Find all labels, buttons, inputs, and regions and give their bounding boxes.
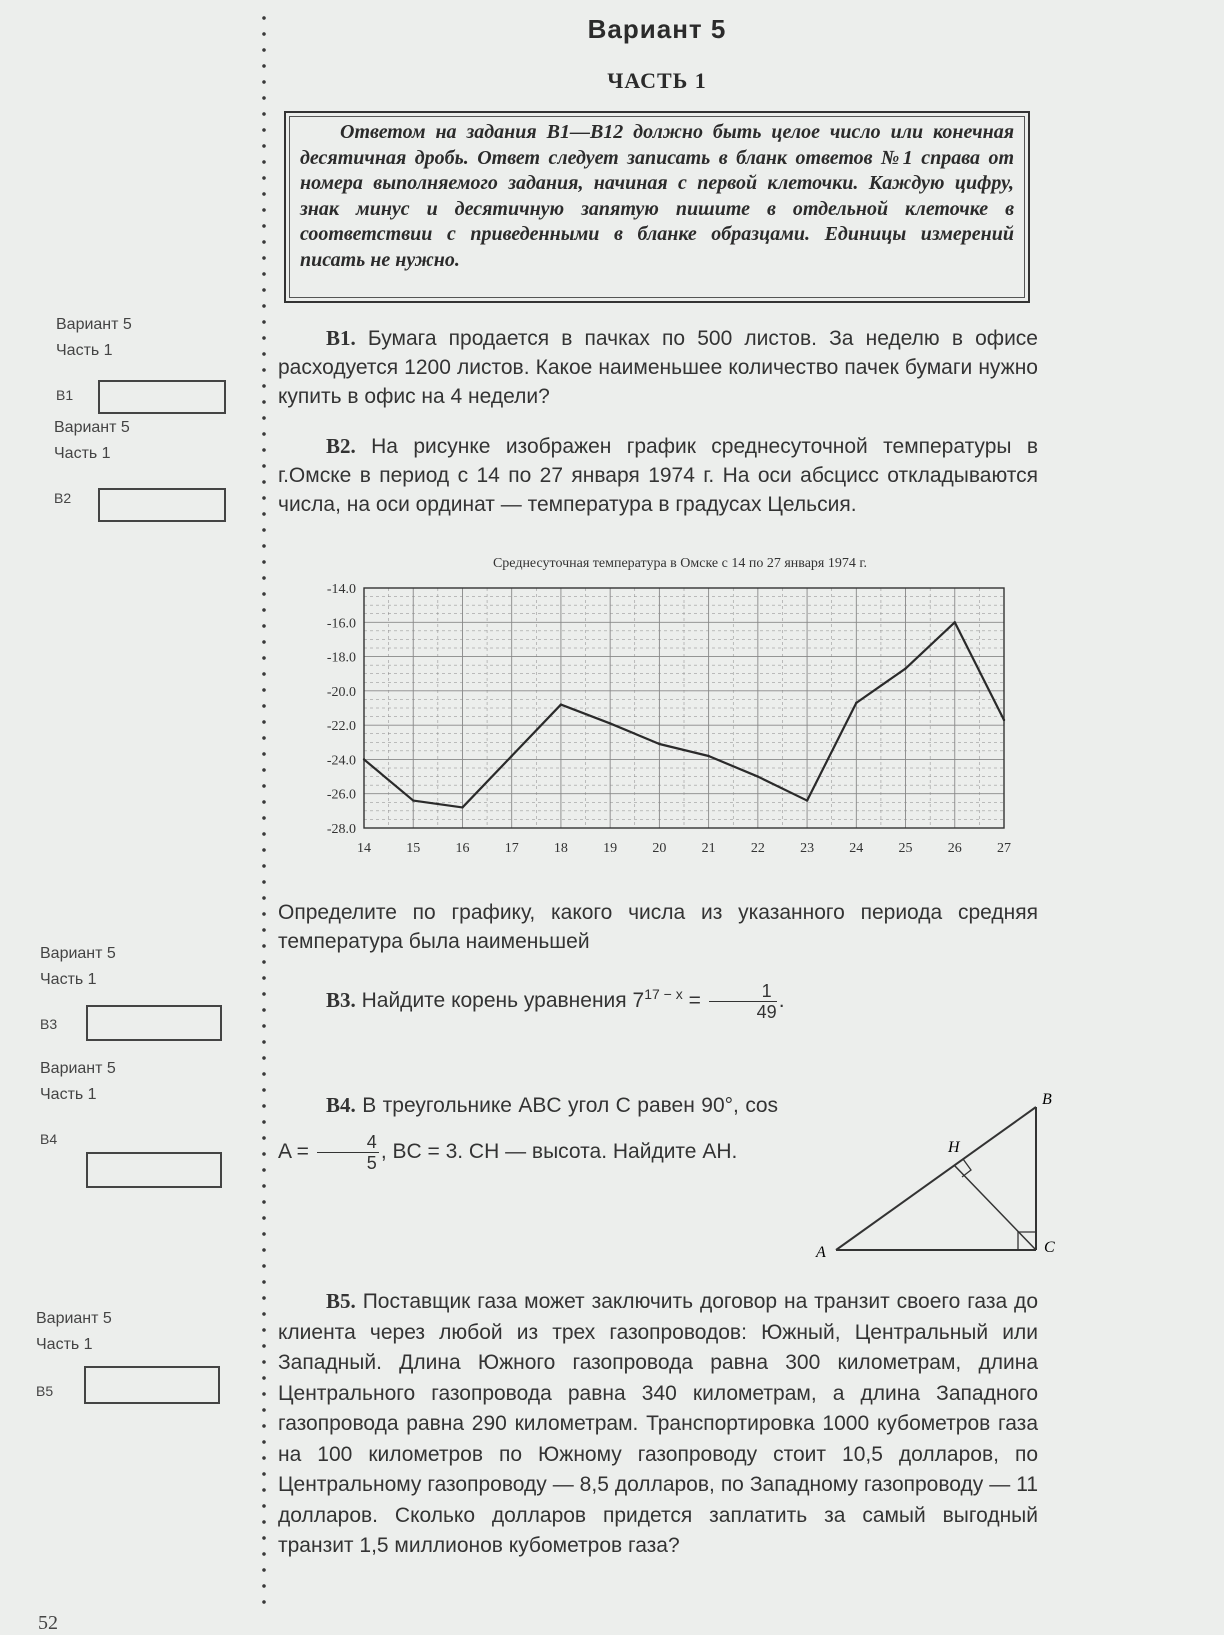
x-tick-label: 17	[504, 841, 519, 856]
x-tick-label: 14	[357, 841, 371, 856]
task-text: В треугольнике ABC угол C равен 90°, cos A =	[278, 1094, 778, 1163]
task-label: B5.	[326, 1289, 356, 1313]
x-tick-label: 27	[997, 841, 1011, 856]
part-heading: ЧАСТЬ 1	[607, 68, 707, 93]
answer-block-b3	[40, 941, 116, 1032]
equation-base: 7	[632, 989, 645, 1012]
data-point	[658, 743, 660, 745]
point-label-c: C	[1044, 1239, 1055, 1256]
cos-fraction	[317, 1132, 379, 1173]
task-b4	[278, 1082, 778, 1175]
point-label-b: B	[1042, 1091, 1052, 1108]
answer-part-label: Часть 1	[56, 342, 113, 359]
task-b5	[278, 1286, 1038, 1562]
data-point	[363, 758, 365, 760]
data-point	[757, 775, 759, 777]
task-label: B4.	[326, 1093, 356, 1117]
x-tick-label: 18	[553, 841, 568, 856]
answer-part-label: Часть 1	[36, 1336, 93, 1353]
answer-block-b2	[54, 415, 130, 506]
fraction-numerator: 4	[317, 1132, 379, 1153]
fraction-denominator: 5	[366, 1152, 377, 1173]
task-label: B1.	[326, 326, 356, 350]
equation-fraction	[709, 981, 777, 1022]
data-point	[904, 667, 906, 669]
variant-title: Вариант 5	[587, 14, 727, 44]
task-question: Определите по графику, какого числа из указанного периода средняя температура была наименьшей	[278, 901, 1038, 953]
y-tick-label: -16.0	[326, 616, 356, 632]
x-tick-label: 22	[750, 841, 765, 856]
cut-line	[262, 10, 266, 1610]
answer-code: B4	[40, 1131, 58, 1147]
temperature-chart	[300, 574, 1030, 884]
side-ab	[836, 1107, 1036, 1250]
data-point	[806, 799, 808, 801]
task-text: Поставщик газа может заключить договор на транзит своего газа до клиента через любой из трех газопроводов: Южный, Центральный или Западный. Длина Южного газопровода равна 300 километрам, длина Центрального газопровода равна 340 километрам, а длина Западного газопровода равна 290 километрам. Транспортировка 1000 кубометров газа на 100 километров по Южному газопроводу стоит 10,5 долларов, по Центральному газопроводу — 8,5 долларов, по Западному газопроводу — 11 долларов. Сколько долларов придется заплатить за самый выгодный транзит 1,5 миллионов кубометров газа?	[278, 1290, 1038, 1557]
data-point	[954, 621, 956, 623]
x-tick-label: 25	[898, 841, 913, 856]
task-b1	[278, 324, 1038, 411]
data-point	[461, 806, 463, 808]
answer-block-b1	[56, 312, 132, 403]
y-tick-label: -26.0	[326, 787, 356, 803]
answer-code: B5	[36, 1383, 54, 1399]
triangle-diagram	[800, 1082, 1080, 1262]
x-tick-label: 24	[849, 841, 864, 856]
x-tick-label: 20	[652, 841, 667, 856]
answer-variant-label: Вариант 5	[56, 316, 132, 333]
x-tick-label: 21	[701, 841, 716, 856]
fraction-denominator: 49	[756, 1001, 777, 1022]
task-b2	[278, 432, 1038, 519]
y-tick-label: -24.0	[326, 753, 356, 769]
fraction-numerator: 1	[709, 981, 777, 1002]
equation-exponent: 17 − x	[644, 986, 683, 1002]
y-tick-label: -20.0	[326, 684, 356, 700]
answer-variant-label: Вариант 5	[54, 419, 130, 436]
task-label: B2.	[326, 434, 356, 458]
x-tick-label: 19	[603, 841, 618, 856]
chart-title: Среднесуточная температура в Омске с 14 по 27 января 1974 г.	[492, 556, 868, 571]
y-tick-label: -18.0	[326, 650, 356, 666]
answer-variant-label: Вариант 5	[40, 1060, 116, 1077]
instructions-box: Ответом на задания В1—В12 должно быть целое число или конечная десятичная дробь. Ответ следует записать в бланк ответов №1 справа от номера выполняемого задания, начиная с первой клеточки. Каждую цифру, знак минус и десятичную запятую пишите в отдельной клеточке в соответствии с приведенными в бланке образцами. Единицы измерений писать не нужно.	[284, 111, 1030, 303]
task-b2-question	[278, 898, 1038, 956]
point-label-a: A	[816, 1244, 826, 1261]
data-point	[707, 755, 709, 757]
answer-box-b2[interactable]	[98, 488, 226, 522]
point-label-h: H	[948, 1139, 960, 1156]
answer-box-b1[interactable]	[98, 380, 226, 414]
data-point	[510, 755, 512, 757]
answer-block-b4	[40, 1056, 116, 1147]
task-text: Бумага продается в пачках по 500 листов. За неделю в офисе расходуется 1200 листов. Какое наименьшее количество пачек бумаги нужно купить в офис на 4 недели?	[278, 327, 1038, 408]
equation-equals: =	[688, 989, 701, 1012]
data-point	[560, 703, 562, 705]
page-number: 52	[38, 1612, 58, 1634]
task-text-continued: , BC = 3. CH — высота. Найдите AH.	[380, 1140, 738, 1163]
task-text: Найдите корень уравнения	[361, 989, 627, 1012]
y-tick-label: -28.0	[326, 822, 356, 837]
data-point	[609, 722, 611, 724]
task-label: B3.	[326, 988, 356, 1012]
data-point	[412, 799, 414, 801]
answer-block-b5	[36, 1306, 112, 1399]
x-tick-label: 15	[406, 841, 421, 856]
task-text: На рисунке изображен график среднесуточной температуры в г.Омске в период с 14 по 27 января 1974 г. На оси абсцисс откладываются числа, на оси ординат — температура в градусах Цельсия.	[278, 435, 1038, 516]
answer-box-b5[interactable]	[84, 1366, 220, 1404]
y-tick-label: -14.0	[326, 582, 356, 597]
answer-part-label: Часть 1	[54, 445, 111, 462]
data-point	[1003, 719, 1005, 721]
data-point	[855, 702, 857, 704]
answer-variant-label: Вариант 5	[40, 945, 116, 962]
answer-code: B1	[56, 387, 74, 403]
answer-box-b4[interactable]	[86, 1152, 222, 1188]
answer-box-b3[interactable]	[86, 1005, 222, 1041]
answer-code: B2	[54, 490, 72, 506]
x-tick-label: 26	[947, 841, 962, 856]
x-tick-label: 16	[455, 841, 470, 856]
altitude-ch	[954, 1165, 1036, 1250]
answer-part-label: Часть 1	[40, 971, 97, 988]
y-tick-label: -22.0	[326, 719, 356, 735]
x-tick-label: 23	[800, 841, 815, 856]
answer-code: B3	[40, 1016, 58, 1032]
answer-variant-label: Вариант 5	[36, 1310, 112, 1327]
answer-part-label: Часть 1	[40, 1086, 97, 1103]
equation-period: .	[778, 989, 785, 1012]
task-b3	[278, 980, 1038, 1022]
